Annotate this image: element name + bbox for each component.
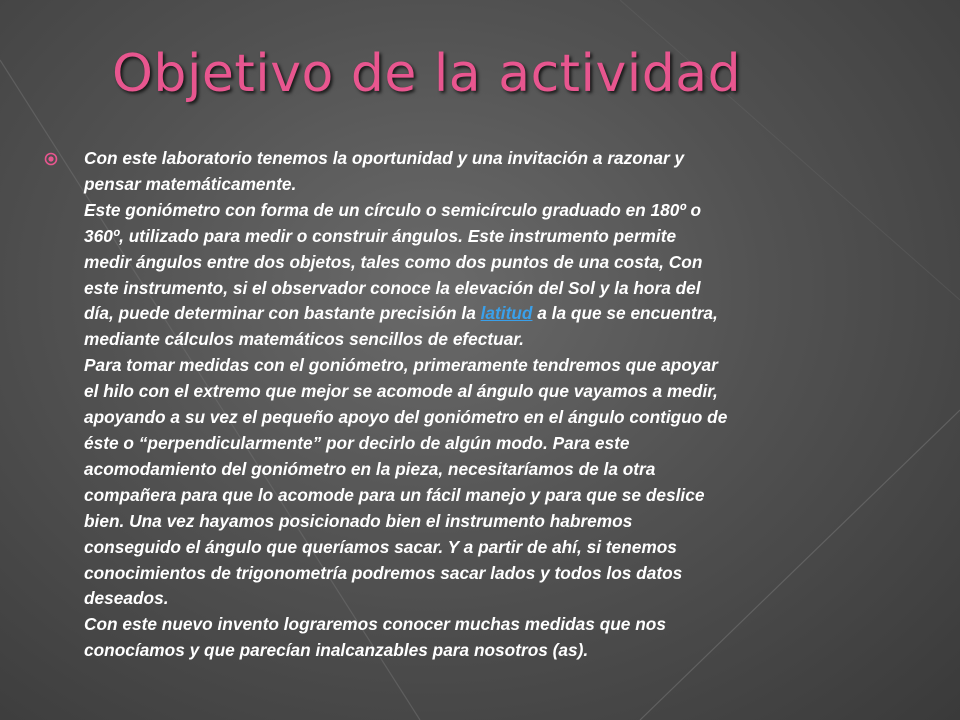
text-line: apoyando a su vez el pequeño apoyo del goniómetro en el ángulo contiguo de xyxy=(84,407,728,428)
text-segment: a la que se encuentra, xyxy=(532,303,718,324)
text-line: compañera para que lo acomode para un fácil manejo y para que se deslice xyxy=(84,484,705,505)
body-text-block xyxy=(84,146,884,664)
text-line: pensar matemáticamente. xyxy=(84,173,297,194)
text-line: deseados. xyxy=(84,588,169,609)
text-line: medir ángulos entre dos objetos, tales como dos puntos de una costa, Con xyxy=(84,251,703,272)
text-line: Con este laboratorio tenemos la oportunidad y una invitación a razonar y xyxy=(84,148,685,168)
text-line: bien. Una vez hayamos posicionado bien el instrumento habremos xyxy=(84,510,633,531)
text-segment: día, puede determinar con bastante precisión la xyxy=(84,303,481,324)
text-line: acomodamiento del goniómetro en la pieza, necesitaríamos de la otra xyxy=(84,458,656,479)
text-line: Para tomar medidas con el goniómetro, primeramente tendremos que apoyar xyxy=(84,355,718,376)
text-line: Con este nuevo invento lograremos conocer muchas medidas que nos xyxy=(84,614,666,635)
latitud-link[interactable]: latitud xyxy=(480,303,533,324)
slide-title: Objetivo de la actividad xyxy=(112,44,742,104)
text-line-with-link xyxy=(84,301,884,327)
text-line: conocimientos de trigonometría podremos sacar lados y todos los datos xyxy=(84,562,683,583)
circle-bullet-icon xyxy=(44,152,58,166)
text-line: el hilo con el extremo que mejor se acomode al ángulo que vayamos a medir, xyxy=(84,381,718,402)
text-line: conocíamos y que parecían inalcanzables para nosotros (as). xyxy=(84,640,589,661)
text-line: mediante cálculos matemáticos sencillos de efectuar. xyxy=(84,329,524,350)
text-line: Este goniómetro con forma de un círculo o semicírculo graduado en 180º o xyxy=(84,199,702,220)
text-line: éste o “perpendicularmente” por decirlo de algún modo. Para este xyxy=(84,432,630,453)
text-line: 360º, utilizado para medir o construir ángulos. Este instrumento permite xyxy=(84,225,677,246)
text-line: este instrumento, si el observador conoce la elevación del Sol y la hora del xyxy=(84,277,701,298)
text-line: conseguido el ángulo que queríamos sacar. Y a partir de ahí, si tenemos xyxy=(84,536,677,557)
